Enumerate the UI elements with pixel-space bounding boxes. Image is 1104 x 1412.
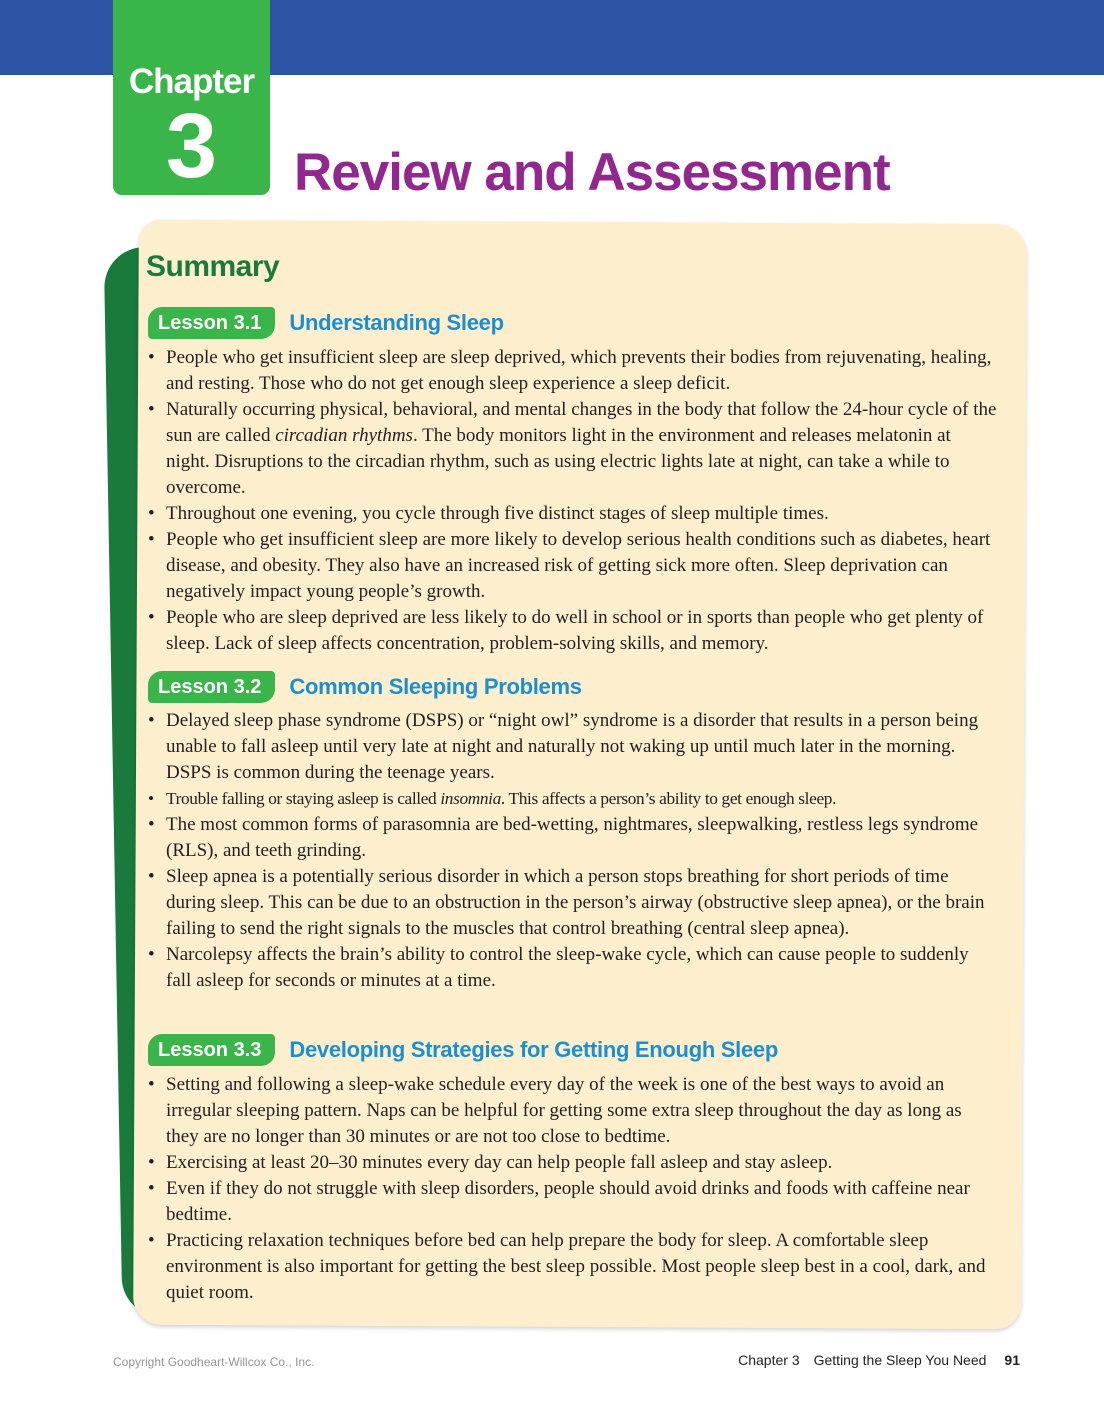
lesson-3-2-header	[148, 671, 582, 705]
lesson-badge: Lesson 3.3	[148, 1034, 275, 1066]
footer-chapter: Chapter 3	[738, 1352, 800, 1368]
page-title: Review and Assessment	[294, 143, 890, 202]
bullet-text: . The body monitors light in the environment and releases melatonin at night. Disruptions to the circadian rhythm, such as using electric lights late at night, can take a while to overcome.	[166, 425, 951, 498]
bullet-text: Even if they do not struggle with sleep disorders, people should avoid drinks and foods with caffeine near bedtime.	[166, 1178, 970, 1225]
lesson-title: Common Sleeping Problems	[289, 674, 582, 699]
running-footer	[738, 1352, 1020, 1368]
footer-chapter-title: Getting the Sleep You Need	[813, 1352, 987, 1368]
bullet-dot: •	[148, 814, 155, 835]
bullet-dot: •	[148, 529, 155, 550]
bullet-text: Throughout one evening, you cycle through five distinct stages of sleep multiple times.	[166, 503, 829, 524]
lesson-3-1-bullets	[148, 345, 998, 657]
bullet-dot: •	[148, 866, 155, 887]
bullet-dot: •	[148, 944, 155, 965]
bullet-text: . This affects a person’s ability to get enough sleep.	[500, 789, 837, 808]
bullet-item	[148, 527, 998, 605]
bullet-text: Practicing relaxation techniques before bed can help prepare the body for sleep. A comfortable sleep environment is also important for getting the best sleep possible. Most people sleep best in a cool, dark, and quiet room.	[166, 1230, 986, 1303]
lesson-3-3-header	[148, 1034, 778, 1068]
bullet-dot: •	[148, 607, 155, 628]
summary-heading: Summary	[146, 250, 280, 283]
page-number: 91	[1004, 1352, 1020, 1368]
key-term: circadian rhythms	[275, 425, 413, 446]
bullet-item	[148, 1228, 998, 1306]
bullet-text: Narcolepsy affects the brain’s ability to control the sleep-wake cycle, which can cause people to suddenly fall asleep for seconds or minutes at a time.	[166, 944, 969, 991]
bullet-item	[148, 1150, 998, 1176]
lesson-title: Understanding Sleep	[289, 310, 504, 335]
bullet-dot: •	[148, 1230, 155, 1251]
bullet-dot: •	[148, 399, 155, 420]
bullet-text: Sleep apnea is a potentially serious disorder in which a person stops breathing for short periods of time during sleep. This can be due to an obstruction in the person’s airway (obstructive sleep apnea), or the brain failing to send the right signals to the muscles that control breathing (central sleep apnea).	[166, 866, 985, 939]
bullet-dot: •	[148, 1074, 155, 1095]
bullet-item	[148, 501, 998, 527]
bullet-text: Setting and following a sleep-wake schedule every day of the week is one of the best ways to avoid an irregular sleeping pattern. Naps can be helpful for getting some extra sleep throughout the day as long as they are no longer than 30 minutes or are not too close to bedtime.	[166, 1074, 962, 1147]
chapter-number: 3	[165, 95, 218, 197]
bullet-dot: •	[148, 789, 154, 808]
bullet-text: The most common forms of parasomnia are bed-wetting, nightmares, sleepwalking, restless legs syndrome (RLS), and teeth grinding.	[166, 814, 979, 861]
bullet-item	[148, 708, 998, 786]
bullet-text: Naturally occurring physical, behavioral, and mental changes in the body that follow the 24-hour cycle of the sun are called	[166, 399, 997, 446]
lesson-3-3-bullets	[148, 1072, 998, 1306]
lesson-title: Developing Strategies for Getting Enough Sleep	[289, 1037, 778, 1062]
bullet-item	[148, 812, 998, 864]
bullet-text: Exercising at least 20–30 minutes every day can help people fall asleep and stay asleep.	[166, 1152, 833, 1173]
copyright-notice: Copyright Goodheart-Willcox Co., Inc.	[113, 1355, 315, 1369]
lesson-badge: Lesson 3.1	[148, 307, 275, 339]
bullet-item	[148, 786, 998, 812]
bullet-text: People who get insufficient sleep are sleep deprived, which prevents their bodies from rejuvenating, healing, and resting. Those who do not get enough sleep experience a sleep deficit.	[166, 347, 992, 394]
bullet-dot: •	[148, 347, 155, 368]
bullet-item	[148, 1176, 998, 1228]
lesson-3-2-bullets	[148, 708, 998, 994]
lesson-3-1-header	[148, 307, 504, 341]
bullet-item	[148, 605, 998, 657]
lesson-badge: Lesson 3.2	[148, 671, 275, 703]
bullet-item	[148, 864, 998, 942]
bullet-dot: •	[148, 1178, 155, 1199]
bullet-item	[148, 942, 998, 994]
chapter-tab	[113, 0, 270, 195]
bullet-dot: •	[148, 503, 155, 524]
bullet-text: Delayed sleep phase syndrome (DSPS) or “night owl” syndrome is a disorder that results in a person being unable to fall asleep until very late at night and naturally not waking up until much later in the morning. DSPS is common during the teenage years.	[166, 710, 979, 783]
bullet-text: Trouble falling or staying asleep is called	[166, 789, 441, 808]
key-term: insomnia	[440, 789, 501, 808]
bullet-item	[148, 397, 998, 501]
chapter-label: Chapter	[128, 62, 255, 101]
bullet-text: People who are sleep deprived are less likely to do well in school or in sports than people who get plenty of sleep. Lack of sleep affects concentration, problem-solving skills, and memory.	[166, 607, 984, 654]
bullet-dot: •	[148, 710, 155, 731]
bullet-item	[148, 345, 998, 397]
bullet-dot: •	[148, 1152, 155, 1173]
bullet-text: People who get insufficient sleep are more likely to develop serious health conditions such as diabetes, heart disease, and obesity. They also have an increased risk of getting sick more often. Sleep deprivation can negatively impact young people’s growth.	[166, 529, 991, 602]
bullet-item	[148, 1072, 998, 1150]
